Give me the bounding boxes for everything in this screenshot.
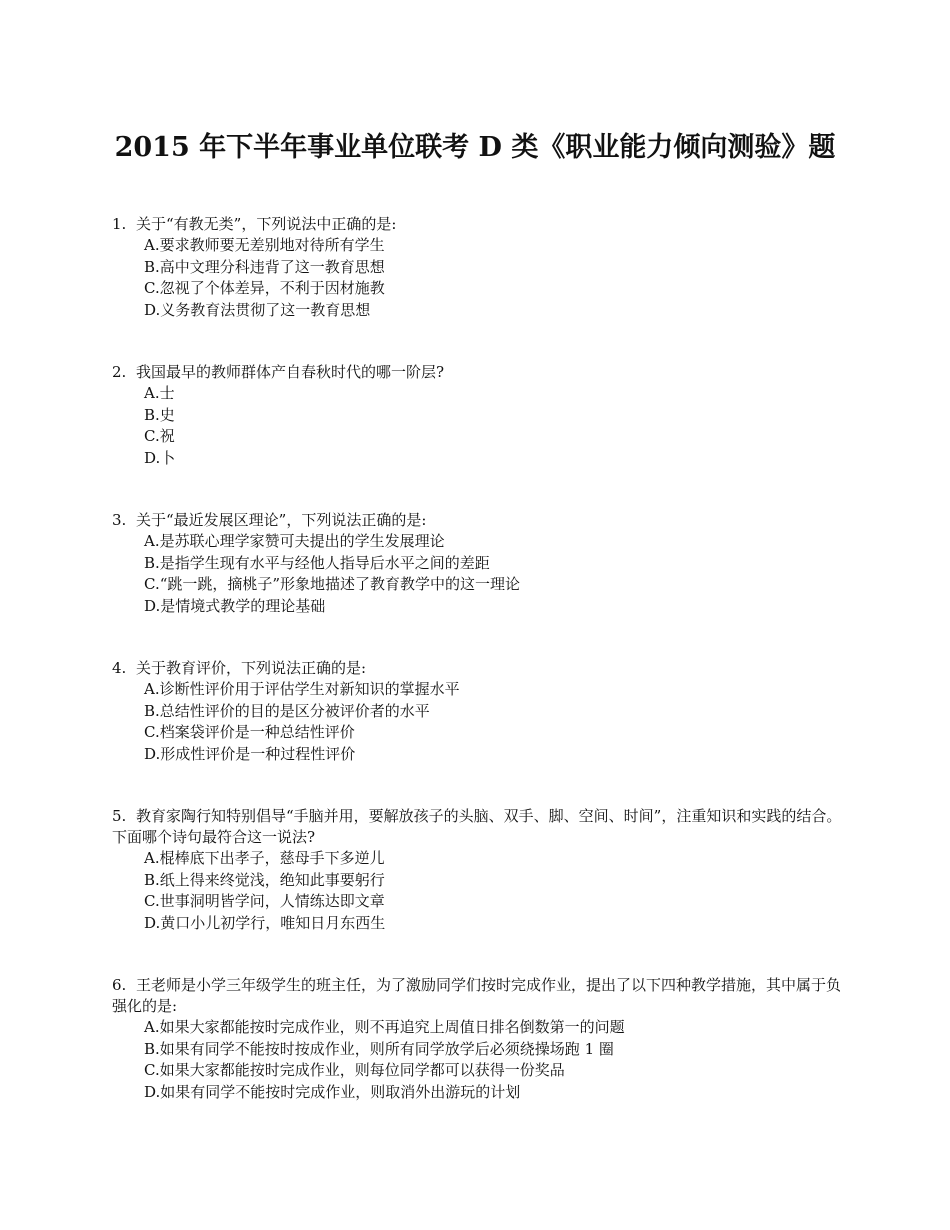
question-stem bbox=[112, 510, 842, 531]
option-d bbox=[144, 300, 842, 322]
option-text: 如果大家都能按时完成作业，则每位同学都可以获得一份奖品 bbox=[159, 1061, 565, 1079]
question-6 bbox=[112, 975, 842, 1103]
option-label: D. bbox=[144, 1082, 161, 1101]
option-text: 卜 bbox=[160, 448, 176, 467]
option-b bbox=[144, 870, 842, 892]
option-label: A. bbox=[144, 236, 160, 254]
question-number: 1. bbox=[112, 215, 127, 233]
option-text: 黄口小儿初学行，唯知日月东西生 bbox=[160, 913, 386, 932]
option-text: 义务教育法贯彻了这一教育思想 bbox=[160, 300, 371, 319]
option-c bbox=[144, 278, 842, 300]
option-a bbox=[144, 848, 842, 870]
question-text: 王老师是小学三年级学生的班主任，为了激励同学们按时完成作业，提出了以下四种教学措施，其中属于负强化的是: bbox=[112, 976, 842, 1015]
option-b bbox=[144, 701, 842, 723]
question-number: 2. bbox=[112, 363, 127, 381]
question-number: 6. bbox=[112, 976, 127, 994]
option-label: B. bbox=[144, 701, 160, 720]
option-label: B. bbox=[144, 553, 160, 572]
options-list bbox=[112, 235, 842, 321]
option-d bbox=[144, 596, 842, 618]
option-text: 诊断性评价用于评估学生对新知识的掌握水平 bbox=[159, 680, 460, 698]
option-d bbox=[144, 1082, 842, 1104]
option-text: 如果大家都能按时完成作业，则不再追究上周值日排名倒数第一的问题 bbox=[159, 1018, 625, 1036]
question-stem bbox=[112, 214, 842, 235]
option-text: 祝 bbox=[159, 427, 175, 445]
option-text: 如果有同学不能按时完成作业，则取消外出游玩的计划 bbox=[160, 1082, 521, 1101]
options-list bbox=[112, 1017, 842, 1103]
option-a bbox=[144, 235, 842, 257]
option-c bbox=[144, 891, 842, 913]
question-stem bbox=[112, 806, 842, 848]
option-label: A. bbox=[144, 384, 160, 402]
option-label: A. bbox=[144, 680, 160, 698]
option-b bbox=[144, 1039, 842, 1061]
option-label: A. bbox=[144, 1018, 160, 1036]
option-a bbox=[144, 531, 842, 553]
question-number: 3. bbox=[112, 511, 127, 529]
option-b bbox=[144, 257, 842, 279]
option-text: 世事洞明皆学问，人情练达即文章 bbox=[159, 892, 385, 910]
option-label: A. bbox=[144, 532, 160, 550]
option-label: B. bbox=[144, 870, 160, 889]
option-label: D. bbox=[144, 596, 161, 615]
option-label: C. bbox=[144, 1061, 160, 1079]
question-text: 关于“有教无类”，下列说法中正确的是: bbox=[136, 215, 397, 233]
options-list bbox=[112, 531, 842, 617]
option-label: D. bbox=[144, 448, 161, 467]
option-label: C. bbox=[144, 279, 160, 297]
option-label: C. bbox=[144, 892, 160, 910]
option-text: 纸上得来终觉浅，绝知此事要躬行 bbox=[159, 870, 385, 889]
question-stem bbox=[112, 658, 842, 679]
option-a bbox=[144, 383, 842, 405]
option-label: B. bbox=[144, 1039, 160, 1058]
question-4 bbox=[112, 658, 842, 765]
option-c bbox=[144, 426, 842, 448]
option-a bbox=[144, 679, 842, 701]
option-label: B. bbox=[144, 257, 160, 276]
question-5 bbox=[112, 806, 842, 934]
option-label: A. bbox=[144, 849, 160, 867]
question-2 bbox=[112, 362, 842, 469]
option-c bbox=[144, 1060, 842, 1082]
option-b bbox=[144, 405, 842, 427]
option-text: 总结性评价的目的是区分被评价者的水平 bbox=[159, 701, 430, 720]
option-text: 是指学生现有水平与经他人指导后水平之间的差距 bbox=[159, 553, 490, 572]
option-label: C. bbox=[144, 427, 160, 445]
option-d bbox=[144, 913, 842, 935]
option-c bbox=[144, 722, 842, 744]
question-stem bbox=[112, 975, 842, 1017]
option-text: 是情境式教学的理论基础 bbox=[160, 596, 326, 615]
option-text: 档案袋评价是一种总结性评价 bbox=[159, 723, 355, 741]
option-text: 棍棒底下出孝子，慈母手下多逆儿 bbox=[159, 849, 385, 867]
option-d bbox=[144, 744, 842, 766]
option-label: D. bbox=[144, 300, 161, 319]
option-d bbox=[144, 448, 842, 470]
question-number: 5. bbox=[112, 807, 127, 825]
page-title: 2015 年下半年事业单位联考 D 类《职业能力倾向测验》题 bbox=[114, 132, 836, 164]
option-text: 士 bbox=[159, 384, 175, 402]
option-b bbox=[144, 553, 842, 575]
option-text: 如果有同学不能按时按成作业，则所有同学放学后必须绕操场跑 1 圈 bbox=[159, 1039, 614, 1058]
option-text: 忽视了个体差异，不利于因材施教 bbox=[159, 279, 385, 297]
option-text: 是苏联心理学家赞可夫提出的学生发展理论 bbox=[159, 532, 445, 550]
options-list bbox=[112, 679, 842, 765]
question-1 bbox=[112, 214, 842, 321]
option-text: 要求教师要无差别地对待所有学生 bbox=[159, 236, 385, 254]
option-text: 高中文理分科违背了这一教育思想 bbox=[159, 257, 385, 276]
question-text: 关于教育评价，下列说法正确的是: bbox=[136, 659, 367, 677]
option-c bbox=[144, 574, 842, 596]
option-text: 史 bbox=[159, 405, 175, 424]
option-label: C. bbox=[144, 575, 160, 593]
option-label: D. bbox=[144, 913, 161, 932]
question-text: 教育家陶行知特别倡导“手脑并用，要解放孩子的头脑、双手、脚、空间、时间”，注重知识和实践的结合。下面哪个诗句最符合这一说法? bbox=[112, 807, 842, 846]
question-text: 关于“最近发展区理论”，下列说法正确的是: bbox=[136, 511, 427, 529]
question-3 bbox=[112, 510, 842, 617]
options-list bbox=[112, 383, 842, 469]
option-text: 形成性评价是一种过程性评价 bbox=[160, 744, 356, 763]
question-number: 4. bbox=[112, 659, 127, 677]
option-label: D. bbox=[144, 744, 161, 763]
question-text: 我国最早的教师群体产自春秋时代的哪一阶层? bbox=[136, 363, 445, 381]
question-stem bbox=[112, 362, 842, 383]
option-text: “跳一跳，摘桃子”形象地描述了教育教学中的这一理论 bbox=[159, 575, 521, 593]
option-label: B. bbox=[144, 405, 160, 424]
option-a bbox=[144, 1017, 842, 1039]
option-label: C. bbox=[144, 723, 160, 741]
options-list bbox=[112, 848, 842, 934]
